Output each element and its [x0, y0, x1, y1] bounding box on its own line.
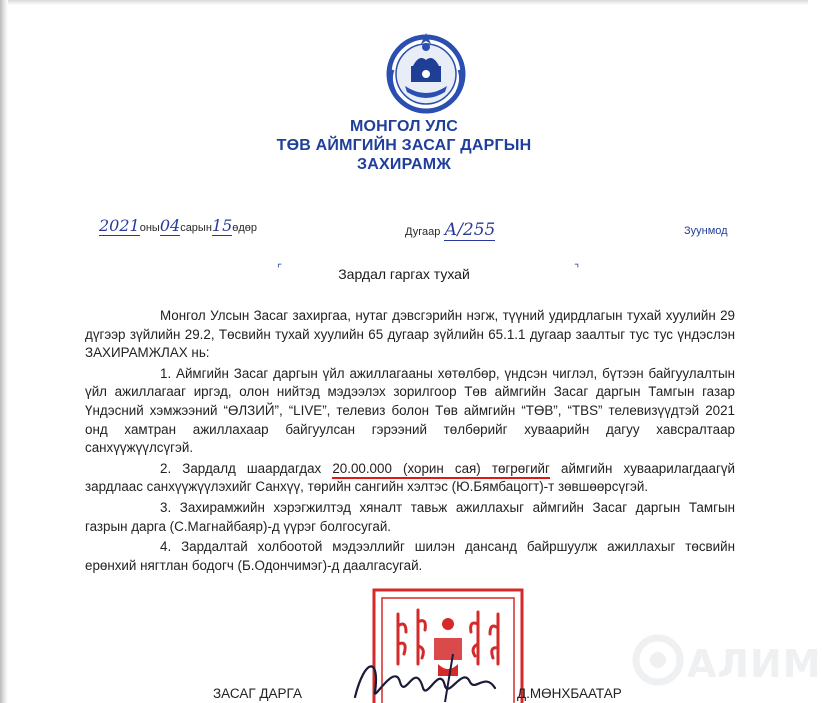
- order-item-2-end: аймгийн хуваарилагдаагүй зардлаас санхүүжүүлэхийг Санхүү, төрийн сангийн хэлтэс (Ю.Бямбацогт)-т зөвшөөрсүгэй.: [85, 460, 736, 495]
- corner-mark-left-icon: ⌜: [277, 262, 283, 275]
- signature-name: Д.МӨНХБААТАР: [517, 686, 622, 701]
- intro-paragraph: Монгол Улсын Засаг захиргаа, нутаг дэвсгэрийн нэгж, түүний удирдлагын тухай хуулийн 29 дүгээр зүйлийн 29.2, Төсвийн тухай хуулийн 65 дугаар зүйлийн 65.1.1 дугаар заалтыг тус тус үндэслэн ЗАХИРАМЖЛАХ нь:: [85, 308, 735, 361]
- order-item-2-start: 2. Зардалд шаардагдах: [160, 460, 333, 476]
- date-day-suffix: өдөр: [232, 222, 258, 234]
- order-item-2-amount: 20.00.000 (хорин сая) төгрөгийг: [332, 461, 550, 479]
- date-month-suffix: сарын: [180, 222, 212, 234]
- document-place: Зуунмод: [684, 225, 728, 237]
- number-handwritten: А/255: [444, 220, 496, 240]
- date-year-handwritten: 2021: [99, 216, 140, 235]
- header-doc-type: ЗАХИРАМЖ: [357, 156, 451, 173]
- header-organization: ТӨВ АЙМГИЙН ЗАСАГ ДАРГЫН: [276, 137, 532, 154]
- corner-mark-right-icon: ⌝: [574, 262, 580, 275]
- date-year-suffix: оны: [139, 222, 160, 234]
- document-number: [405, 220, 495, 240]
- order-item-3: 3. Захирамжийн хэрэгжилтэд хяналт тавьж ажиллахыг аймгийн Засаг даргын Тамгын газрын дарга (С.Магнайбаяр)-д үүрэг болгосугай.: [85, 499, 735, 534]
- number-label: Дугаар: [405, 226, 441, 238]
- scan-edge-top: [0, 0, 808, 5]
- date-day-handwritten: 15: [211, 216, 233, 235]
- document-date: [99, 216, 257, 236]
- document-subject: Зардал гаргах тухай: [338, 266, 470, 282]
- order-item-2: [85, 460, 735, 497]
- order-item-1: 1. Аймгийн Засаг даргын үйл ажиллагааны хөтөлбөр, үндсэн чиглэл, бүтээн байгуулалтын үйл ажиллагааг иргэд, олон нийтэд мэдээлэх зорилгоор Төв аймгийн Засаг даргын Тамгын газар Үндэсний хэмжээний “ӨЛЗИЙ”, “LIVE”, телевиз болон Төв аймгийн “ТӨВ”, “TBS” телевизүүдтэй 2021 онд хамтран ажиллахаар байгуулсан гэрээний төлбөрийг хуваарийн дагуу хавсралтаар санхүүжүүлсүгэй.: [85, 365, 735, 456]
- handwritten-signature-icon: [345, 652, 510, 703]
- document-body: [85, 307, 735, 575]
- watermark-text: АЛИМ: [687, 642, 822, 686]
- order-item-4: 4. Зардалтай холбоотой мэдээллийг шилэн дансанд байршуулж ажиллахыг төсвийн ерөнхий нягтлан бодогч (Б.Одончимэг)-д даалгасугай.: [85, 539, 735, 573]
- scan-edge-left: [0, 0, 8, 703]
- signature-title: ЗАСАГ ДАРГА: [213, 686, 302, 701]
- header-country: МОНГОЛ УЛС: [349, 118, 459, 135]
- state-emblem-icon: [385, 30, 467, 116]
- date-month-handwritten: 04: [159, 216, 181, 235]
